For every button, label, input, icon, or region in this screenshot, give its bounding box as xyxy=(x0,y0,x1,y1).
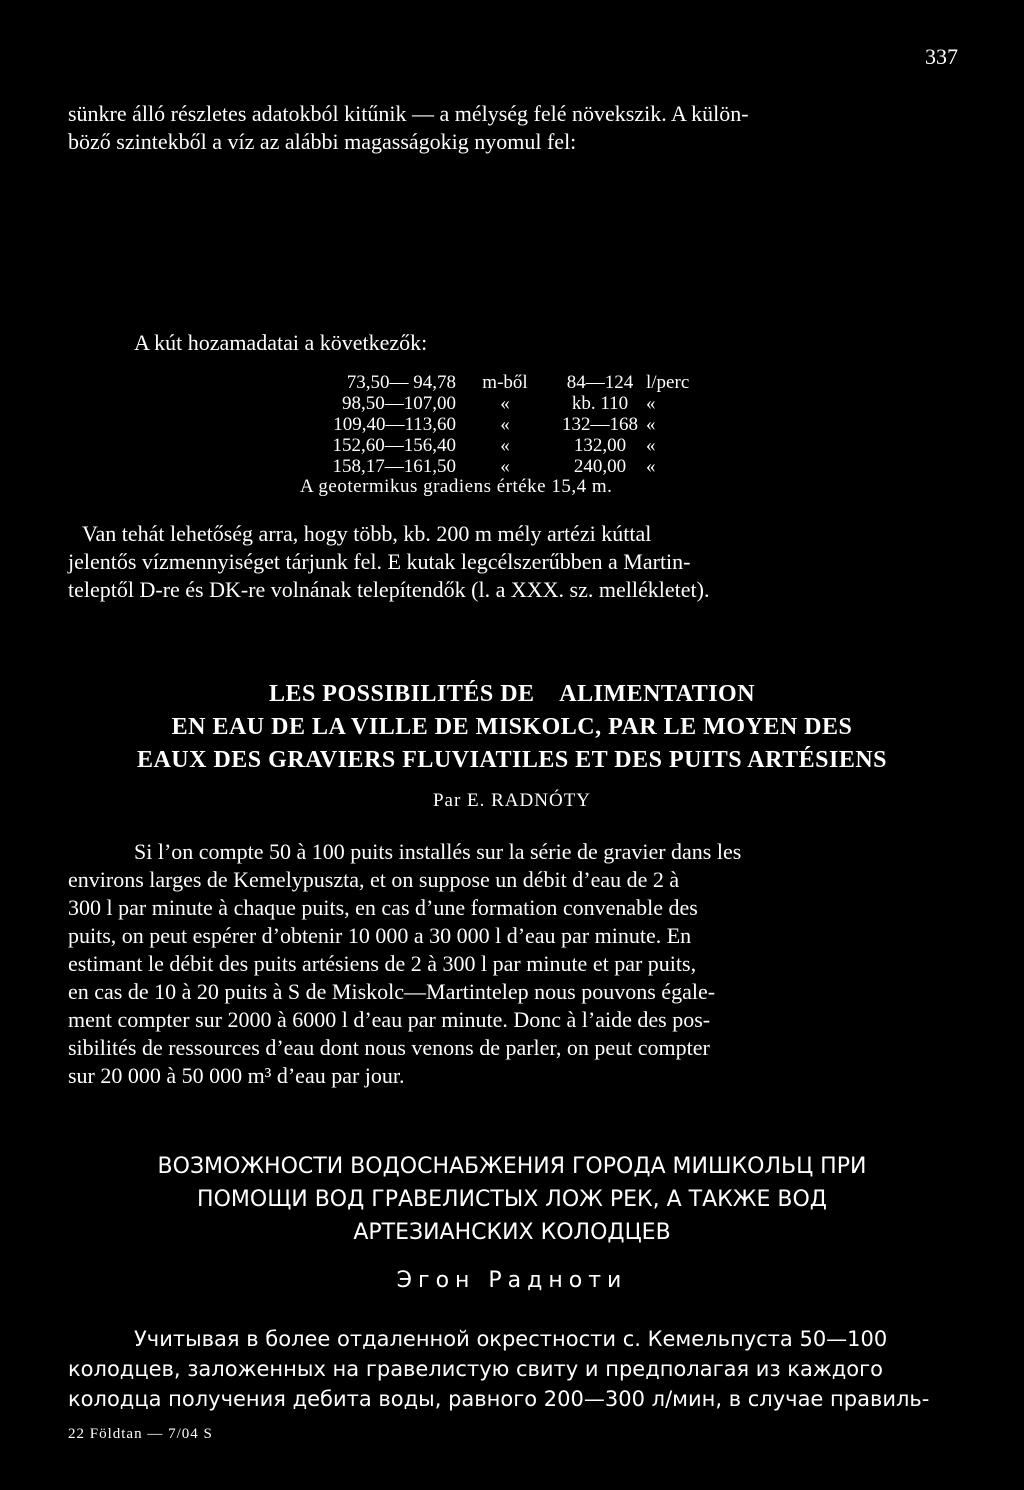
page-footer: 22 Földtan — 7/04 S xyxy=(68,1426,213,1442)
russian-summary-body xyxy=(68,1324,956,1414)
depth-cell: 109,40—113,60 xyxy=(333,414,456,435)
depth-cell: 73,50— 94,78 xyxy=(346,372,456,393)
flow-cell: 240,00 xyxy=(573,456,627,477)
unit-cell: « xyxy=(500,435,510,456)
title-line: АРТЕЗИАНСКИХ КОЛОДЦЕВ xyxy=(353,1220,671,1245)
table-row xyxy=(296,456,706,477)
text-line: колодца получения дебита воды, равного 200—300 л/мин, в случае правиль- xyxy=(68,1387,930,1411)
unit-cell: « xyxy=(500,414,510,435)
text-line: Van tehát lehetőség arra, hogy több, kb. 200 m mély artézi kúttal xyxy=(82,521,652,546)
title-line: ВОЗМОЖНОСТИ ВОДОСНАБЖЕНИЯ ГОРОДА МИШКОЛЬЦ ПРИ xyxy=(157,1154,867,1179)
text-line: ment compter sur 2000 à 6000 l d’eau par minute. Donc à l’aide des pos- xyxy=(68,1007,711,1032)
text-line: 300 l par minute à chaque puits, en cas d’une formation convenable des xyxy=(68,895,698,920)
table-row xyxy=(296,393,706,414)
text-line: sibilités de ressources d’eau dont nous venons de parler, on peut compter xyxy=(68,1035,710,1060)
yield-table xyxy=(296,372,706,477)
title-line: EAUX DES GRAVIERS FLUVIATILES ET DES PUITS ARTÉSIENS xyxy=(136,747,888,773)
text-line: sünkre álló részletes adatokból kitűnik — a mélység felé növekszik. A külön- xyxy=(68,101,749,126)
french-summary-body xyxy=(68,838,956,1090)
text-line: teleptől D-re és DK-re volnának telepítendők (l. a XXX. sz. mellékletet). xyxy=(68,577,710,602)
flow-unit-cell: « xyxy=(646,456,656,477)
unit-cell: « xyxy=(500,393,510,414)
text-line: en cas de 10 à 20 puits à S de Miskolc—Martintelep nous pouvons égale- xyxy=(68,979,716,1004)
depth-cell: 158,17—161,50 xyxy=(332,456,456,477)
text-line: böző szintekből a víz az alábbi magasságokig nyomul fel: xyxy=(68,129,577,154)
yield-heading: A kút hozamadatai a következők: xyxy=(134,330,428,355)
flow-unit-cell: « xyxy=(646,435,656,456)
table-row xyxy=(296,414,706,435)
title-line: ПОМОЩИ ВОД ГРАВЕЛИСТЫХ ЛОЖ РЕК, А ТАКЖЕ ВОД xyxy=(197,1187,827,1212)
flow-cell: 132—168 xyxy=(562,414,638,435)
french-summary-title xyxy=(60,678,964,777)
title-line: EN EAU DE LA VILLE DE MISKOLC, PAR LE MOYEN DES xyxy=(171,714,853,740)
text-line: jelentős vízmennyiséget tárjunk fel. E kutak legcélszerűbben a Martin- xyxy=(68,549,691,574)
text-line: Учитывая в более отдаленной окрестности с. Кемельпуста 50—100 xyxy=(134,1327,888,1351)
conclusion-paragraph xyxy=(68,520,956,604)
text-line: sur 20 000 à 50 000 m³ d’eau par jour. xyxy=(68,1063,405,1088)
table-row xyxy=(296,435,706,456)
unit-cell: m-ből xyxy=(482,372,528,393)
depth-cell: 98,50—107,00 xyxy=(342,393,456,414)
text-line: estimant le débit des puits artésiens de 2 à 300 l par minute et par puits, xyxy=(68,951,697,976)
flow-unit-cell: l/perc xyxy=(646,372,690,393)
flow-cell: 132,00 xyxy=(573,435,627,456)
depth-cell: 152,60—156,40 xyxy=(332,435,456,456)
flow-unit-cell: « xyxy=(646,414,656,435)
russian-author: Эгон Радноти xyxy=(396,1268,628,1293)
text-line: environs larges de Kemelypuszta, et on suppose un débit d’eau de 2 à xyxy=(68,867,680,892)
text-line: Si l’on compte 50 à 100 puits installés sur la série de gravier dans les xyxy=(134,839,742,864)
flow-cell: kb. 110 xyxy=(571,393,629,414)
flow-unit-cell: « xyxy=(646,393,656,414)
table-row xyxy=(296,372,706,393)
text-line: колодцев, заложенных на гравелистую свиту и предполагая из каждого xyxy=(68,1357,884,1381)
flow-cell: 84—124 xyxy=(566,372,634,393)
unit-cell: « xyxy=(500,456,510,477)
geothermal-gradient-line: A geotermikus gradiens értéke 15,4 m. xyxy=(300,476,613,497)
russian-summary-title xyxy=(50,1150,974,1249)
french-author: Par E. RADNÓTY xyxy=(432,790,592,811)
intro-paragraph xyxy=(68,100,956,156)
title-line: LES POSSIBILITÉS DE ALIMENTATION xyxy=(268,681,756,707)
page-number: 337 xyxy=(925,44,958,69)
text-line: puits, on peut espérer d’obtenir 10 000 a 30 000 l d’eau par minute. En xyxy=(68,923,692,948)
